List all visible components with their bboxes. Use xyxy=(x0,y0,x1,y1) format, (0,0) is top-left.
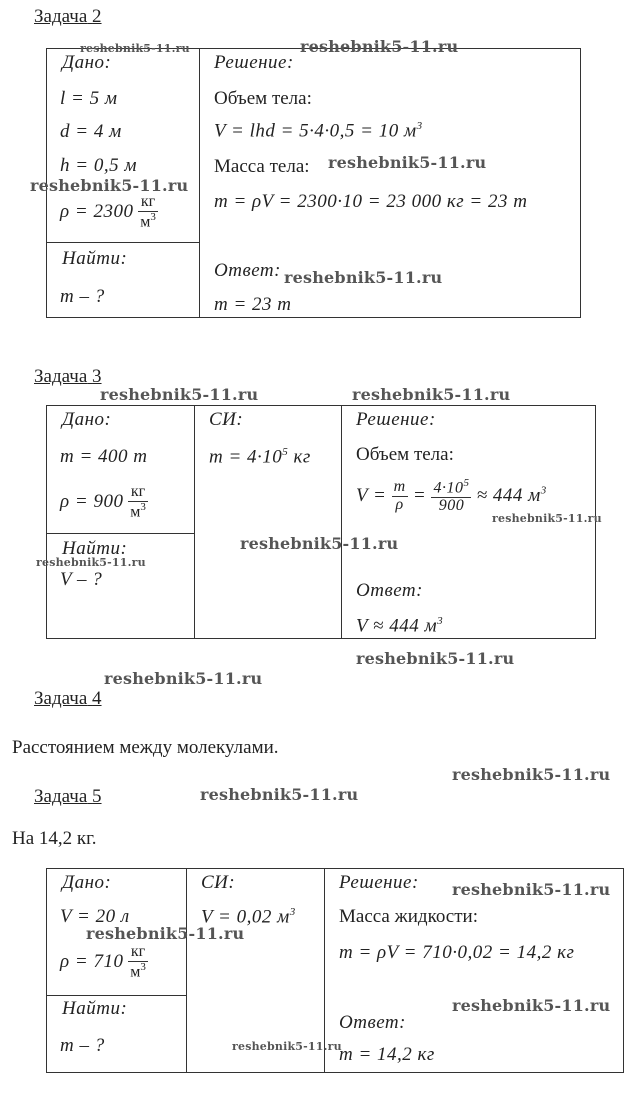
task5-column-divider-1 xyxy=(186,868,187,1073)
task5-answer-text: На 14,2 кг. xyxy=(12,828,97,849)
watermark: reshebnik5-11.ru xyxy=(232,1040,342,1053)
watermark: reshebnik5-11.ru xyxy=(104,669,263,688)
task5-si-value: V = 0,02 $м^3$ xyxy=(201,906,296,928)
watermark: reshebnik5-11.ru xyxy=(452,996,611,1015)
task5-solution-label: Решение: xyxy=(339,872,419,893)
task3-given-label: Дано: xyxy=(62,409,112,430)
task5-mass-label: Масса жидкости: xyxy=(339,906,478,927)
watermark: reshebnik5-11.ru xyxy=(86,924,245,943)
task2-given-d: d = 4 м xyxy=(60,121,122,142)
task4-answer-text: Расстоянием между молекулами. xyxy=(12,737,279,758)
task5-row-divider xyxy=(46,995,187,996)
watermark: reshebnik5-11.ru xyxy=(356,649,515,668)
task5-find: m – ? xyxy=(60,1035,105,1056)
task5-title: Задача 5 xyxy=(34,786,102,807)
task3-row-divider xyxy=(46,533,195,534)
task3-density-unit: $\frac{кг}{м^3}$ xyxy=(130,483,146,521)
watermark: reshebnik5-11.ru xyxy=(200,785,359,804)
task2-find: m – ? xyxy=(60,286,105,307)
task3-find: V – ? xyxy=(60,569,103,590)
task3-find-label: Найти: xyxy=(62,538,128,559)
task3-given-m: m = 400 т xyxy=(60,446,148,467)
task2-density-unit: $\frac{кг}{м^3}$ xyxy=(140,193,156,231)
task2-mass-formula: m = ρV = 2300·10 = 23 000 кг = 23 т xyxy=(214,191,528,212)
task2-title: Задача 2 xyxy=(34,6,102,27)
task2-column-divider xyxy=(199,48,200,318)
task5-given-label: Дано: xyxy=(62,872,112,893)
task2-mass-label: Масса тела: xyxy=(214,156,310,177)
task2-given-rho: ρ = 2300 $\frac{кг}{м^3}$ xyxy=(60,193,156,231)
watermark: reshebnik5-11.ru xyxy=(452,880,611,899)
task2-solution-label: Решение: xyxy=(214,52,294,73)
watermark: reshebnik5-11.ru xyxy=(30,176,189,195)
watermark: reshebnik5-11.ru xyxy=(452,765,611,784)
task2-answer: m = 23 т xyxy=(214,294,292,315)
task5-given-rho: ρ = 710 $\frac{кг}{м^3}$ xyxy=(60,943,146,981)
task2-given-h: h = 0,5 м xyxy=(60,155,137,176)
task2-find-label: Найти: xyxy=(62,248,128,269)
task2-volume-label: Объем тела: xyxy=(214,88,312,109)
task3-column-divider-1 xyxy=(194,405,195,639)
task3-given-rho: ρ = 900 $\frac{кг}{м^3}$ xyxy=(60,483,146,521)
task3-solution-label: Решение: xyxy=(356,409,436,430)
watermark: reshebnik5-11.ru xyxy=(240,534,399,553)
task3-answer: V ≈ 444 $м^3$ xyxy=(356,615,444,637)
watermark: reshebnik5-11.ru xyxy=(328,153,487,172)
task3-column-divider-2 xyxy=(341,405,342,639)
task2-given-label: Дано: xyxy=(62,52,112,73)
task3-title: Задача 3 xyxy=(34,366,102,387)
watermark: reshebnik5-11.ru xyxy=(80,42,190,55)
task2-volume-formula: V = lhd = 5·4·0,5 = 10 $м^3$ xyxy=(214,120,423,142)
task5-answer: m = 14,2 кг xyxy=(339,1044,435,1065)
task3-si-label: СИ: xyxy=(209,409,244,430)
task2-row-divider xyxy=(46,242,200,243)
watermark: reshebnik5-11.ru xyxy=(352,385,511,404)
task4-title: Задача 4 xyxy=(34,688,102,709)
task3-answer-label: Ответ: xyxy=(356,580,423,601)
task5-density-unit: $\frac{кг}{м^3}$ xyxy=(130,943,146,981)
task5-given-v: V = 20 л xyxy=(60,906,130,927)
watermark: reshebnik5-11.ru xyxy=(36,556,146,569)
task2-answer-label: Ответ: xyxy=(214,260,281,281)
watermark: reshebnik5-11.ru xyxy=(100,385,259,404)
watermark: reshebnik5-11.ru xyxy=(300,37,459,56)
task2-given-l: l = 5 м xyxy=(60,88,118,109)
task5-si-label: СИ: xyxy=(201,872,236,893)
watermark: reshebnik5-11.ru xyxy=(492,512,602,525)
task3-si-value: $m = 4\cdot 10^5$ кг xyxy=(209,446,311,468)
task5-answer-label: Ответ: xyxy=(339,1012,406,1033)
task3-volume-label: Объем тела: xyxy=(356,444,454,465)
watermark: reshebnik5-11.ru xyxy=(284,268,443,287)
task5-find-label: Найти: xyxy=(62,998,128,1019)
task3-volume-formula: V = $\frac{m}{\rho}$ = $\frac{4\cdot 10^5}{900}$ ≈ 444 $м^3$ xyxy=(356,477,547,515)
task5-mass-formula: m = ρV = 710·0,02 = 14,2 кг xyxy=(339,942,575,963)
